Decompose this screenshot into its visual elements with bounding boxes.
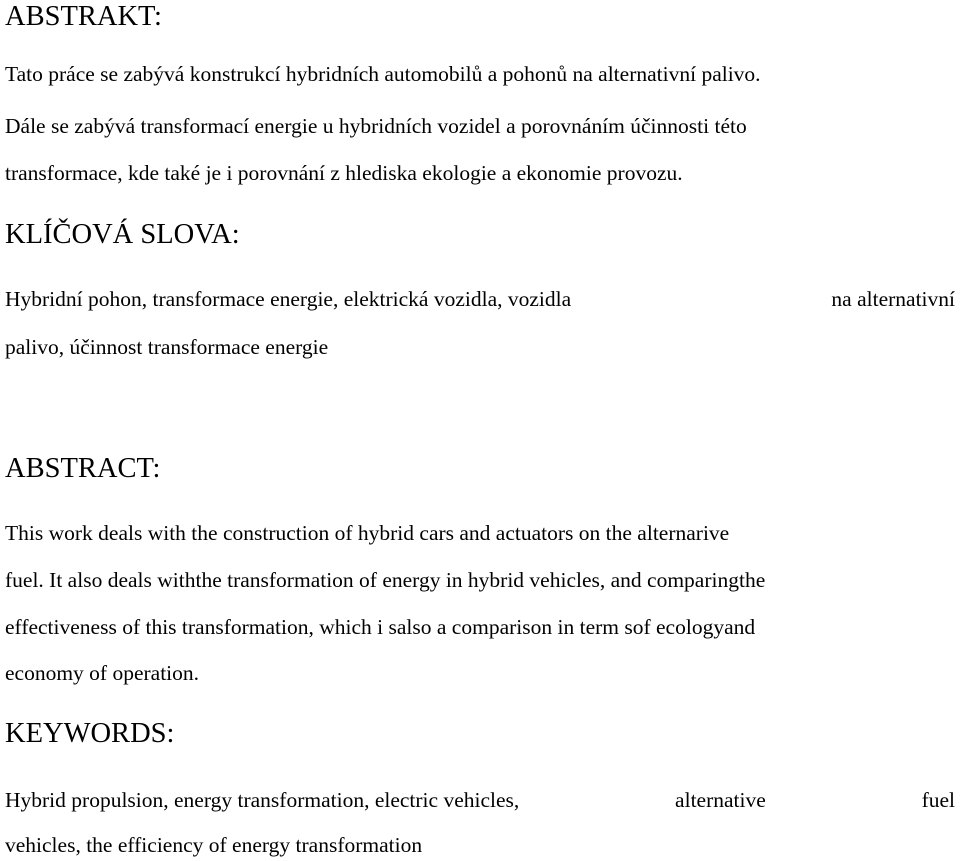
cz-abstract-heading: ABSTRAKT: [5, 1, 162, 32]
en-keywords-heading: KEYWORDS: [5, 718, 175, 749]
cz-abstract-line: Dále se zabývá transformací energie u hybridních vozidel a porovnáním účinnosti této [5, 114, 747, 138]
en-abstract-line: economy of operation. [5, 661, 200, 685]
cz-keywords-left: Hybridní pohon, transformace energie, elektrická vozidla, vozidla [5, 287, 572, 311]
cz-abstract-line: transformace, kde také je i porovnání z hlediska ekologie a ekonomie provozu. [5, 161, 683, 185]
en-keywords-line: vehicles, the efficiency of energy transformation [5, 833, 423, 857]
en-abstract-line: effectiveness of this transformation, which i salso a comparison in term sof ecologyand [5, 615, 756, 639]
en-abstract-line: fuel. It also deals withthe transformation of energy in hybrid vehicles, and comparingthe [5, 568, 766, 592]
cz-abstract-line [5, 62, 955, 86]
cz-keywords-right: na alternativní [831, 287, 955, 311]
en-keywords-part: Hybrid propulsion, energy transformation, electric vehicles, [5, 788, 520, 812]
en-abstract-line [5, 521, 955, 545]
cz-keywords-heading: KLÍČOVÁ SLOVA: [5, 219, 240, 250]
cz-abstract-line-text: Tato práce se zabývá konstrukcí hybridních automobilů a pohonů na alternativní palivo. [5, 62, 761, 86]
cz-keywords-line [5, 287, 955, 311]
en-keywords-part: alternative [675, 788, 766, 812]
cz-keywords-line: palivo, účinnost transformace energie [5, 335, 329, 359]
en-abstract-heading: ABSTRACT: [5, 453, 161, 484]
en-keywords-line [5, 788, 955, 812]
en-abstract-line-text: This work deals with the construction of hybrid cars and actuators on the alternarive [5, 521, 730, 545]
en-keywords-part: fuel [921, 788, 955, 812]
